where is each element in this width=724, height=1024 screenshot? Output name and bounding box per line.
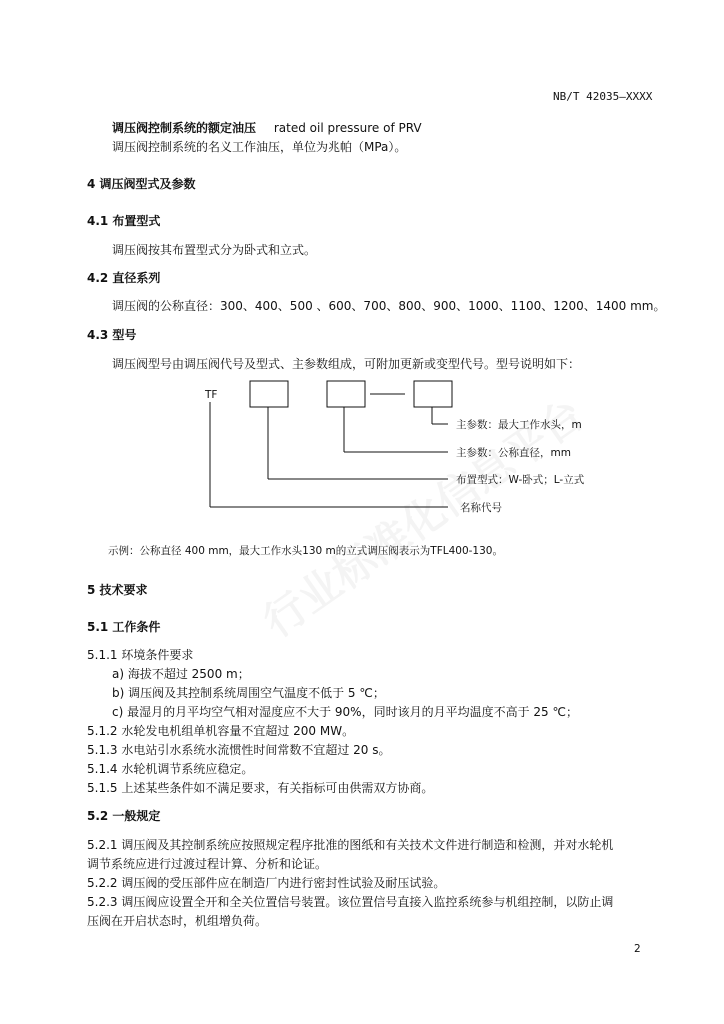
model-prefix: TF: [205, 389, 218, 401]
section-5-2-1-line2: 调节系统应进行过渡过程计算、分析和论证。: [87, 857, 328, 871]
label-nominal-diameter: 主参数：公称直径，mm: [456, 447, 571, 459]
label-name-code: 名称代号: [460, 502, 502, 514]
section-4-heading: 4 调压阀型式及参数: [87, 177, 196, 191]
section-4-1-text: 调压阀按其布置型式分为卧式和立式。: [112, 243, 317, 257]
section-5-2-3-line1: 5.2.3 调压阀应设置全开和全关位置信号装置。该位置信号直接入监控系统参与机组控制，以防止调: [87, 895, 614, 909]
box-head: [414, 381, 452, 407]
label-layout-type: 布置型式：W-卧式；L-立式: [456, 474, 585, 486]
section-5-1-4: 5.1.4 水轮机调节系统应稳定。: [87, 762, 254, 776]
list-item-a: a) 海拔不超过 2500 m；: [112, 667, 250, 681]
box-diameter: [327, 381, 365, 407]
box-layout-type: [250, 381, 288, 407]
section-5-1-3: 5.1.3 水电站引水系统水流惯性时间常数不宜超过 20 s。: [87, 743, 391, 757]
section-5-1-2: 5.1.2 水轮发电机组单机容量不宜超过 200 MW。: [87, 724, 355, 738]
section-5-2-1-line1: 5.2.1 调压阀及其控制系统应按照规定程序批准的图纸和有关技术文件进行制造和检测，并对水轮机: [87, 838, 614, 852]
section-4-2-text: 调压阀的公称直径：300、400、500 、600、700、800、900、1000、1100、1200、1400 mm。: [112, 299, 666, 313]
list-item-b: b) 调压阀及其控制系统周围空气温度不低于 5 ℃；: [112, 686, 385, 700]
section-5-2-heading: 5.2 一般规定: [87, 809, 161, 823]
section-5-1-heading: 5.1 工作条件: [87, 620, 161, 634]
page-number: 2: [634, 943, 641, 955]
label-max-head: 主参数：最大工作水头，m: [456, 419, 582, 431]
standard-number: NB/T 42035—XXXX: [553, 90, 653, 103]
term-title: 调压阀控制系统的额定油压: [112, 121, 257, 135]
section-5-2-2: 5.2.2 调压阀的受压部件应在制造厂内进行密封性试验及耐压试验。: [87, 876, 446, 890]
term-definition: 调压阀控制系统的名义工作油压，单位为兆帕（MPa）。: [112, 140, 407, 154]
section-4-1-heading: 4.1 布置型式: [87, 214, 161, 228]
section-5-heading: 5 技术要求: [87, 583, 148, 597]
section-5-2-3-line2: 压阀在开启状态时，机组增负荷。: [87, 914, 268, 928]
section-5-1-5: 5.1.5 上述某些条件如不满足要求，有关指标可由供需双方协商。: [87, 781, 434, 795]
list-item-c: c) 最湿月的月平均空气相对湿度应不大于 90%，同时该月的月平均温度不高于 25 ℃；: [112, 705, 578, 719]
section-4-3-heading: 4.3 型号: [87, 328, 137, 342]
section-4-3-text: 调压阀型号由调压阀代号及型式、主参数组成，可附加更新或变型代号。型号说明如下：: [112, 357, 581, 371]
section-5-1-1: 5.1.1 环境条件要求: [87, 648, 194, 662]
section-4-2-heading: 4.2 直径系列: [87, 271, 161, 285]
example-text: 示例：公称直径 400 mm，最大工作水头130 m的立式调压阀表示为TFL400-130。: [108, 545, 503, 557]
term-title-en: rated oil pressure of PRV: [273, 121, 422, 135]
